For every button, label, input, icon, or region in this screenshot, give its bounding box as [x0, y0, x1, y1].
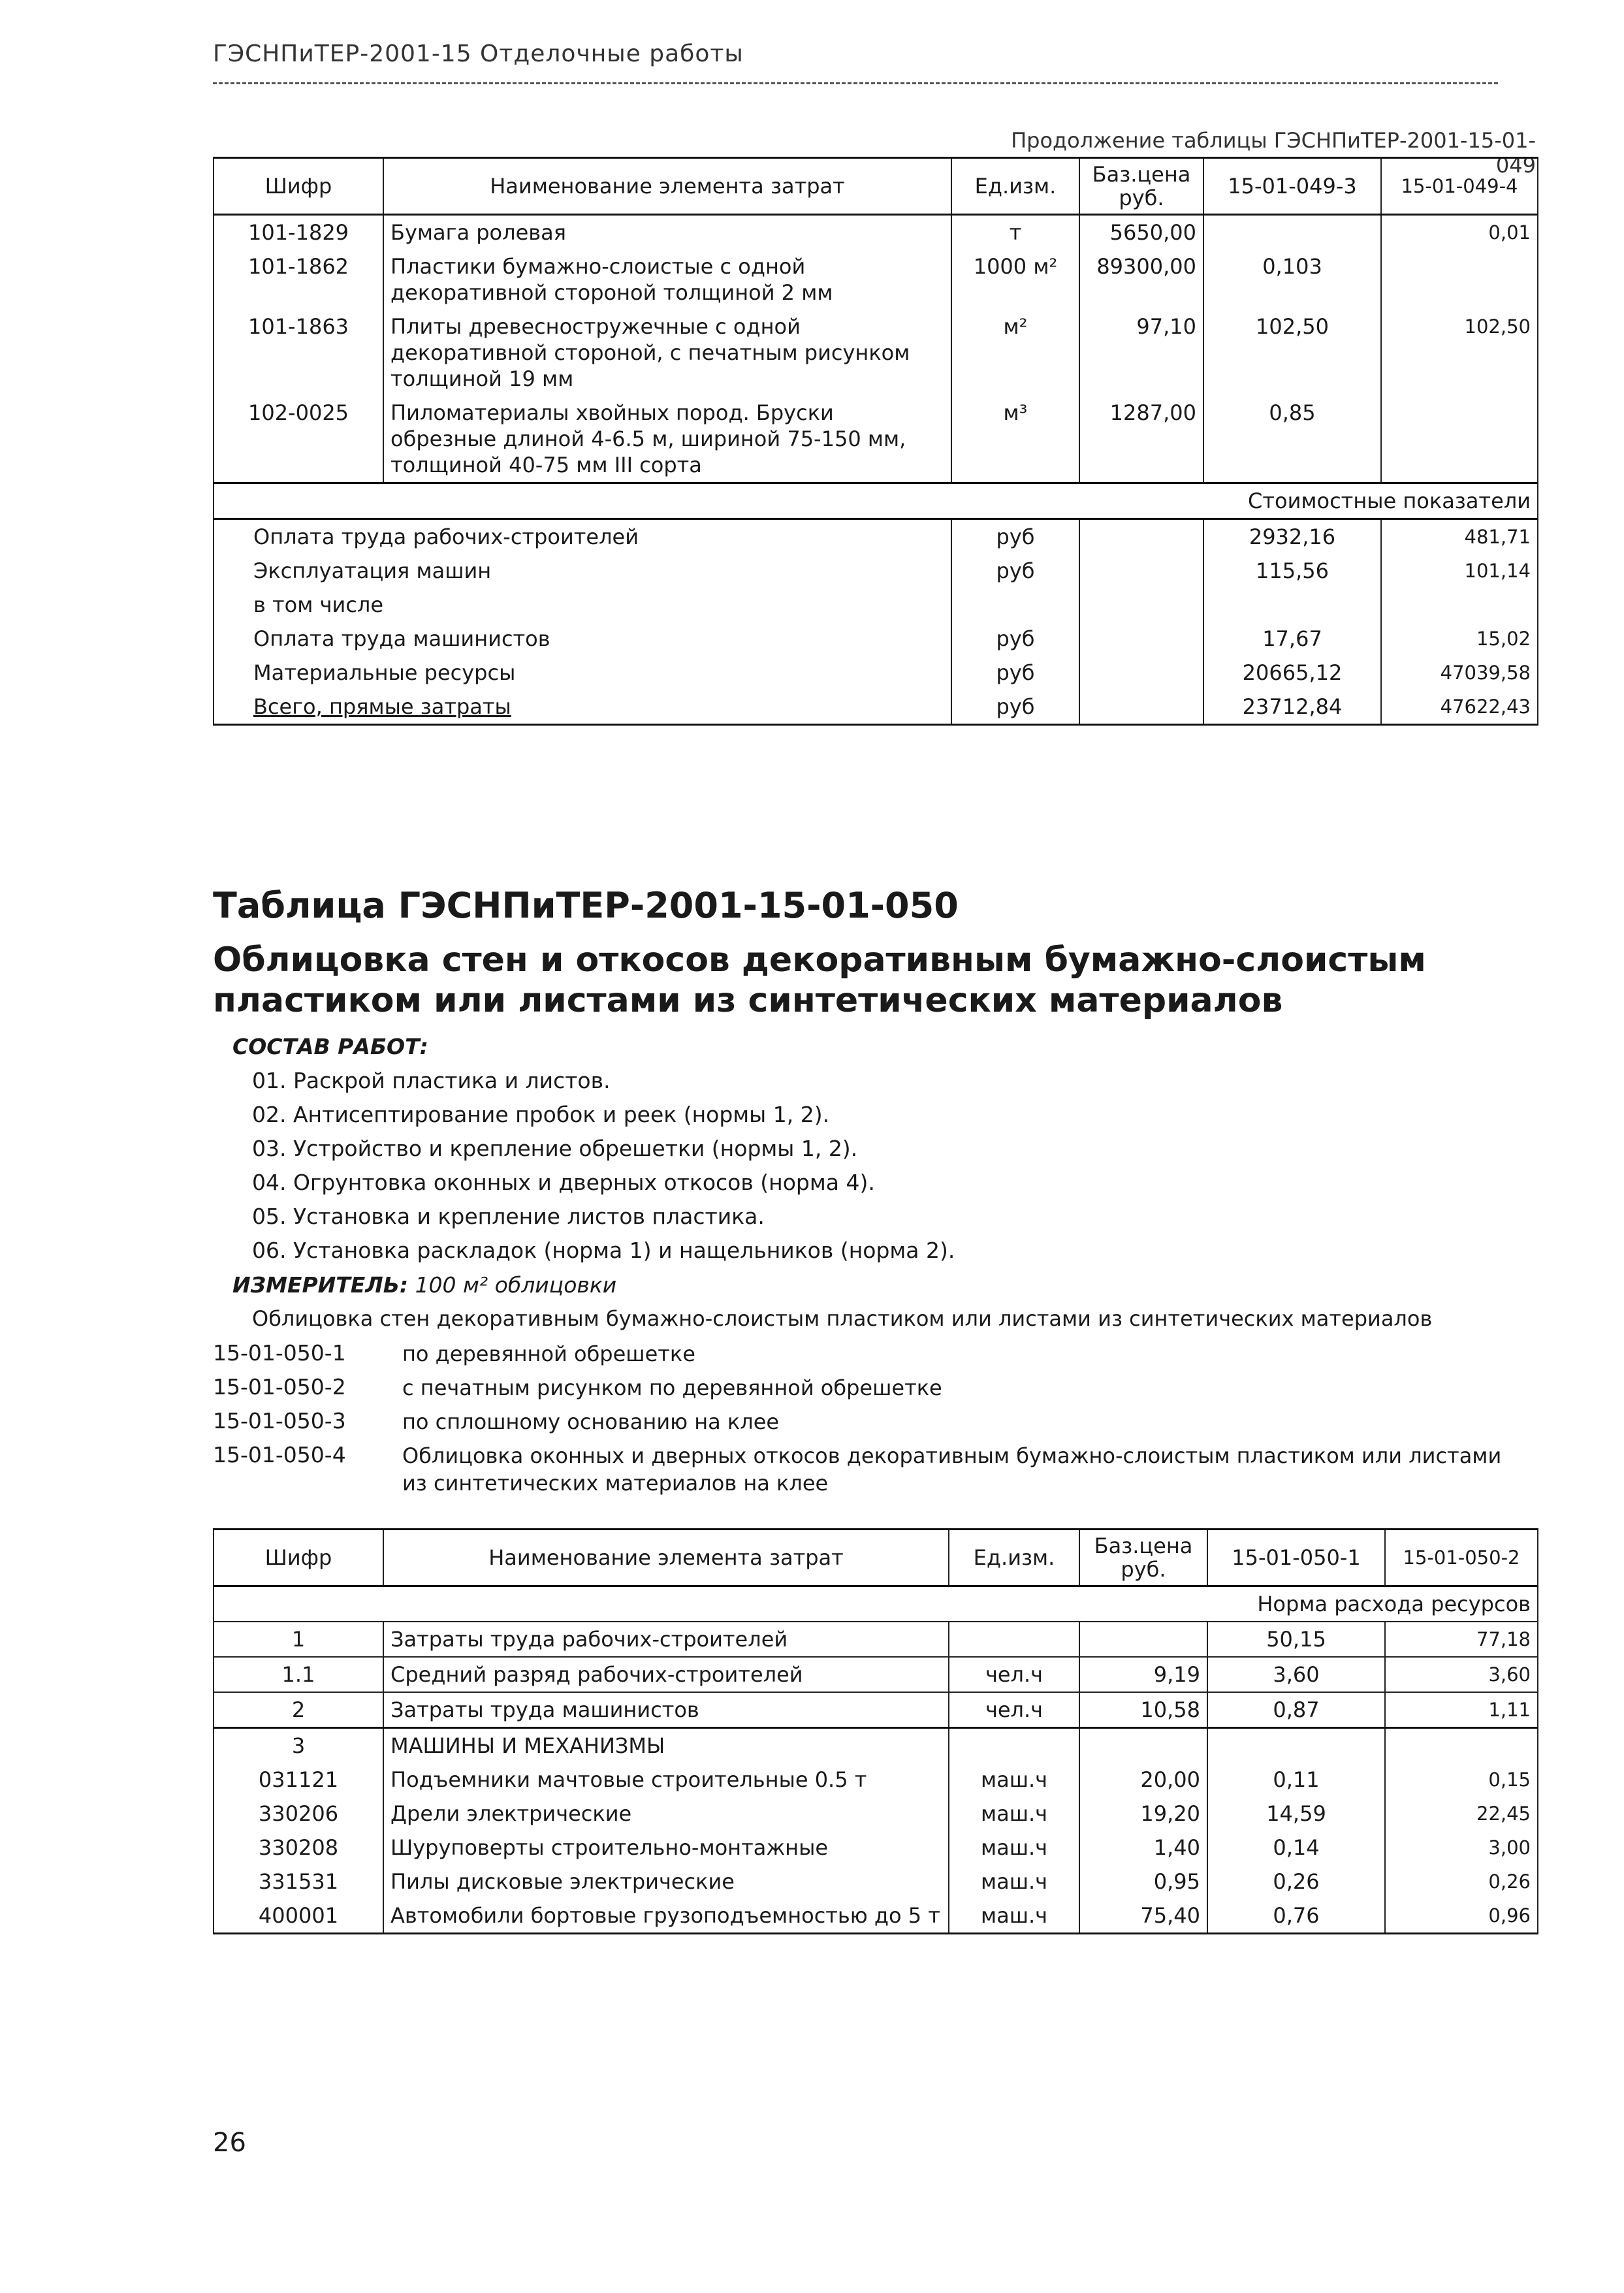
price-cell — [1079, 554, 1203, 588]
col-header: Наименование элемента затрат — [383, 1530, 949, 1586]
price-cell — [1079, 656, 1203, 690]
table-subtitle: Облицовка стен и откосов декоративным бумажно-слоистым — [213, 940, 1426, 980]
table-row — [214, 1831, 1538, 1865]
value-cell — [1207, 1728, 1385, 1763]
value-cell: 15,02 — [1381, 622, 1538, 656]
cost-name: Оплата труда машинистов — [214, 622, 951, 656]
table-header-row — [214, 158, 1538, 215]
value-cell: 102,50 — [1381, 310, 1538, 396]
value-cell: 0,11 — [1207, 1763, 1385, 1797]
unit-cell: руб — [951, 519, 1079, 554]
value-cell — [1385, 1728, 1538, 1763]
name-cell: Пиломатериалы хвойных пород. Бруски обрезные длиной 4-6.5 м, шириной 75-150 мм, толщиной 40-75 мм III сорта — [383, 396, 951, 483]
value-cell — [1203, 215, 1381, 250]
value-cell: 20665,12 — [1203, 656, 1381, 690]
unit-cell: 1000 м² — [951, 249, 1079, 310]
cost-name: Оплата труда рабочих-строителей — [214, 519, 951, 554]
name-cell: Автомобили бортовые грузоподъемностью до 5 т — [383, 1899, 949, 1934]
norm-code-row — [213, 1408, 1525, 1435]
col-header: Ед.изм. — [951, 158, 1079, 215]
table-title: Таблица ГЭСНПиТЕР-2001-15-01-050 — [213, 885, 959, 926]
name-cell: Затраты труда машинистов — [383, 1692, 949, 1728]
value-cell: 3,60 — [1385, 1657, 1538, 1692]
table-050 — [213, 1528, 1538, 1934]
price-cell — [1079, 1622, 1207, 1657]
value-cell: 115,56 — [1203, 554, 1381, 588]
col-header: Шифр — [214, 1530, 383, 1586]
table-row — [214, 1797, 1538, 1831]
code-cell: 1.1 — [214, 1657, 383, 1692]
value-cell: 14,59 — [1207, 1797, 1385, 1831]
col-header: 15-01-049-3 — [1203, 158, 1381, 215]
table-row — [214, 215, 1538, 250]
cost-row — [214, 690, 1538, 725]
norm-code-row — [213, 1374, 1525, 1402]
unit-cell: маш.ч — [949, 1797, 1079, 1831]
norm-text: с печатным рисунком по деревянной обрешетке — [402, 1375, 942, 1400]
value-cell — [1381, 588, 1538, 622]
table-row — [214, 1657, 1538, 1692]
value-cell: 23712,84 — [1203, 690, 1381, 725]
price-cell: 97,10 — [1079, 310, 1203, 396]
unit-cell: руб — [951, 554, 1079, 588]
price-cell: 19,20 — [1079, 1797, 1207, 1831]
cost-row — [214, 519, 1538, 554]
name-cell: Пластики бумажно-слоистые с одной декоративной стороной толщиной 2 мм — [383, 249, 951, 310]
unit-cell: руб — [951, 622, 1079, 656]
unit-cell: м³ — [951, 396, 1079, 483]
price-cell: 9,19 — [1079, 1657, 1207, 1692]
code-cell: 2 — [214, 1692, 383, 1728]
work-item: 01. Раскрой пластика и листов. — [252, 1068, 611, 1093]
norm-text: по деревянной обрешетке — [402, 1341, 695, 1366]
price-cell: 20,00 — [1079, 1763, 1207, 1797]
value-cell: 0,26 — [1385, 1865, 1538, 1899]
continuation-caption: Продолжение таблицы ГЭСНПиТЕР-2001-15-01-049 — [1011, 128, 1536, 178]
code-cell: 101-1829 — [214, 215, 383, 250]
unit-cell: маш.ч — [949, 1763, 1079, 1797]
value-cell: 0,76 — [1207, 1899, 1385, 1934]
price-cell: 0,95 — [1079, 1865, 1207, 1899]
value-cell: 1,11 — [1385, 1692, 1538, 1728]
value-cell: 47039,58 — [1381, 656, 1538, 690]
value-cell: 3,60 — [1207, 1657, 1385, 1692]
table-row — [214, 1865, 1538, 1899]
unit-cell: чел.ч — [949, 1692, 1079, 1728]
value-cell: 0,14 — [1207, 1831, 1385, 1865]
norm-code: 15-01-050-1 — [213, 1340, 346, 1366]
col-header: Ед.изм. — [949, 1530, 1079, 1586]
value-cell — [1381, 249, 1538, 310]
price-cell: 89300,00 — [1079, 249, 1203, 310]
value-cell: 101,14 — [1381, 554, 1538, 588]
value-cell: 22,45 — [1385, 1797, 1538, 1831]
col-header: 15-01-050-1 — [1207, 1530, 1385, 1586]
value-cell — [1203, 588, 1381, 622]
value-cell: 0,26 — [1207, 1865, 1385, 1899]
unit-cell: маш.ч — [949, 1899, 1079, 1934]
value-cell: 481,71 — [1381, 519, 1538, 554]
unit-cell: чел.ч — [949, 1657, 1079, 1692]
value-cell: 50,15 — [1207, 1622, 1385, 1657]
price-cell: 1,40 — [1079, 1831, 1207, 1865]
page-header: ГЭСНПиТЕР-2001-15 Отделочные работы — [213, 40, 1498, 84]
value-cell: 102,50 — [1203, 310, 1381, 396]
col-header: 15-01-049-4 — [1381, 158, 1538, 215]
code-cell: 031121 — [214, 1763, 383, 1797]
table-row — [214, 1899, 1538, 1934]
name-cell: Средний разряд рабочих-строителей — [383, 1657, 949, 1692]
name-cell: Пилы дисковые электрические — [383, 1865, 949, 1899]
code-cell: 400001 — [214, 1899, 383, 1934]
cost-row — [214, 554, 1538, 588]
work-item: 04. Огрунтовка оконных и дверных откосов (норма 4). — [252, 1170, 875, 1195]
price-cell: 1287,00 — [1079, 396, 1203, 483]
page-number: 26 — [213, 2128, 246, 2158]
value-cell: 0,96 — [1385, 1899, 1538, 1934]
col-header: 15-01-050-2 — [1385, 1530, 1538, 1586]
section-row — [214, 483, 1538, 519]
code-cell: 1 — [214, 1622, 383, 1657]
price-cell — [1079, 622, 1203, 656]
cost-name: Эксплуатация машин — [214, 554, 951, 588]
norm-code-row — [213, 1340, 1525, 1368]
table-row — [214, 1728, 1538, 1763]
name-cell: Бумага ролевая — [383, 215, 951, 250]
price-cell — [1079, 690, 1203, 725]
value-cell: 17,67 — [1203, 622, 1381, 656]
cost-row — [214, 588, 1538, 622]
unit-cell: т — [951, 215, 1079, 250]
col-header: Баз.цена руб. — [1079, 158, 1203, 215]
section-label: Норма расхода ресурсов — [214, 1586, 1538, 1622]
value-cell: 0,87 — [1207, 1692, 1385, 1728]
work-item: 06. Установка раскладок (норма 1) и нащельников (норма 2). — [252, 1238, 955, 1263]
norm-text: по сплошному основанию на клее — [402, 1409, 780, 1434]
unit-cell: маш.ч — [949, 1865, 1079, 1899]
unit-cell — [951, 588, 1079, 622]
code-cell: 330206 — [214, 1797, 383, 1831]
norm-code-row — [213, 1442, 1525, 1497]
col-header: Шифр — [214, 158, 383, 215]
unit-cell: маш.ч — [949, 1831, 1079, 1865]
value-cell: 3,00 — [1385, 1831, 1538, 1865]
value-cell: 2932,16 — [1203, 519, 1381, 554]
work-item: 05. Установка и крепление листов пластика. — [252, 1204, 765, 1229]
col-header: Наименование элемента затрат — [383, 158, 951, 215]
cost-name: в том числе — [214, 588, 951, 622]
code-cell: 101-1863 — [214, 310, 383, 396]
measure-unit — [232, 1272, 616, 1298]
name-cell: МАШИНЫ И МЕХАНИЗМЫ — [383, 1728, 949, 1763]
table-row — [214, 249, 1538, 310]
cost-row — [214, 622, 1538, 656]
value-cell: 47622,43 — [1381, 690, 1538, 725]
code-cell: 102-0025 — [214, 396, 383, 483]
norm-code: 15-01-050-4 — [213, 1442, 346, 1467]
price-cell — [1079, 1728, 1207, 1763]
code-cell: 330208 — [214, 1831, 383, 1865]
work-composition-label: СОСТАВ РАБОТ: — [232, 1034, 428, 1059]
price-cell — [1079, 588, 1203, 622]
unit-cell: руб — [951, 690, 1079, 725]
code-cell: 331531 — [214, 1865, 383, 1899]
table-header-row — [214, 1530, 1538, 1586]
price-cell — [1079, 519, 1203, 554]
table-row — [214, 1692, 1538, 1728]
cost-name: Всего, прямые затраты — [214, 690, 951, 725]
unit-cell — [949, 1622, 1079, 1657]
norm-code: 15-01-050-2 — [213, 1374, 346, 1400]
price-cell: 10,58 — [1079, 1692, 1207, 1728]
name-cell: Затраты труда рабочих-строителей — [383, 1622, 949, 1657]
table-row — [214, 310, 1538, 396]
name-cell: Подъемники мачтовые строительные 0.5 т — [383, 1763, 949, 1797]
table-049-continuation — [213, 157, 1538, 726]
unit-cell — [949, 1728, 1079, 1763]
col-header: Баз.цена руб. — [1079, 1530, 1207, 1586]
value-cell: 0,85 — [1203, 396, 1381, 483]
table-row — [214, 1763, 1538, 1797]
price-cell: 5650,00 — [1079, 215, 1203, 250]
unit-cell: руб — [951, 656, 1079, 690]
name-cell: Шуруповерты строительно-монтажные — [383, 1831, 949, 1865]
name-cell: Плиты древесностружечные с одной декоративной стороной, с печатным рисунком толщиной 19 мм — [383, 310, 951, 396]
value-cell — [1381, 396, 1538, 483]
cost-row — [214, 656, 1538, 690]
name-cell: Дрели электрические — [383, 1797, 949, 1831]
work-item: 03. Устройство и крепление обрешетки (нормы 1, 2). — [252, 1136, 858, 1161]
price-cell: 75,40 — [1079, 1899, 1207, 1934]
table-subtitle: пластиком или листами из синтетических материалов — [213, 981, 1283, 1020]
table-row — [214, 1622, 1538, 1657]
value-cell: 0,01 — [1381, 215, 1538, 250]
section-label: Стоимостные показатели — [214, 483, 1538, 519]
work-item: 02. Антисептирование пробок и реек (нормы 1, 2). — [252, 1102, 830, 1127]
value-cell: 0,15 — [1385, 1763, 1538, 1797]
value-cell: 0,103 — [1203, 249, 1381, 310]
code-cell: 101-1862 — [214, 249, 383, 310]
norm-code: 15-01-050-3 — [213, 1408, 346, 1434]
norm-text: Облицовка оконных и дверных откосов декоративным бумажно-слоистым пластиком или листами из синтетических материалов на клее — [402, 1443, 1502, 1496]
norms-description: Облицовка стен декоративным бумажно-слоистым пластиком или листами из синтетических материалов — [252, 1306, 1433, 1331]
cost-name: Материальные ресурсы — [214, 656, 951, 690]
value-cell: 77,18 — [1385, 1622, 1538, 1657]
section-row — [214, 1586, 1538, 1622]
table-row — [214, 396, 1538, 483]
measure-label: ИЗМЕРИТЕЛЬ: — [232, 1272, 409, 1298]
measure-value: 100 м² облицовки — [415, 1272, 617, 1298]
code-cell: 3 — [214, 1728, 383, 1763]
unit-cell: м² — [951, 310, 1079, 396]
